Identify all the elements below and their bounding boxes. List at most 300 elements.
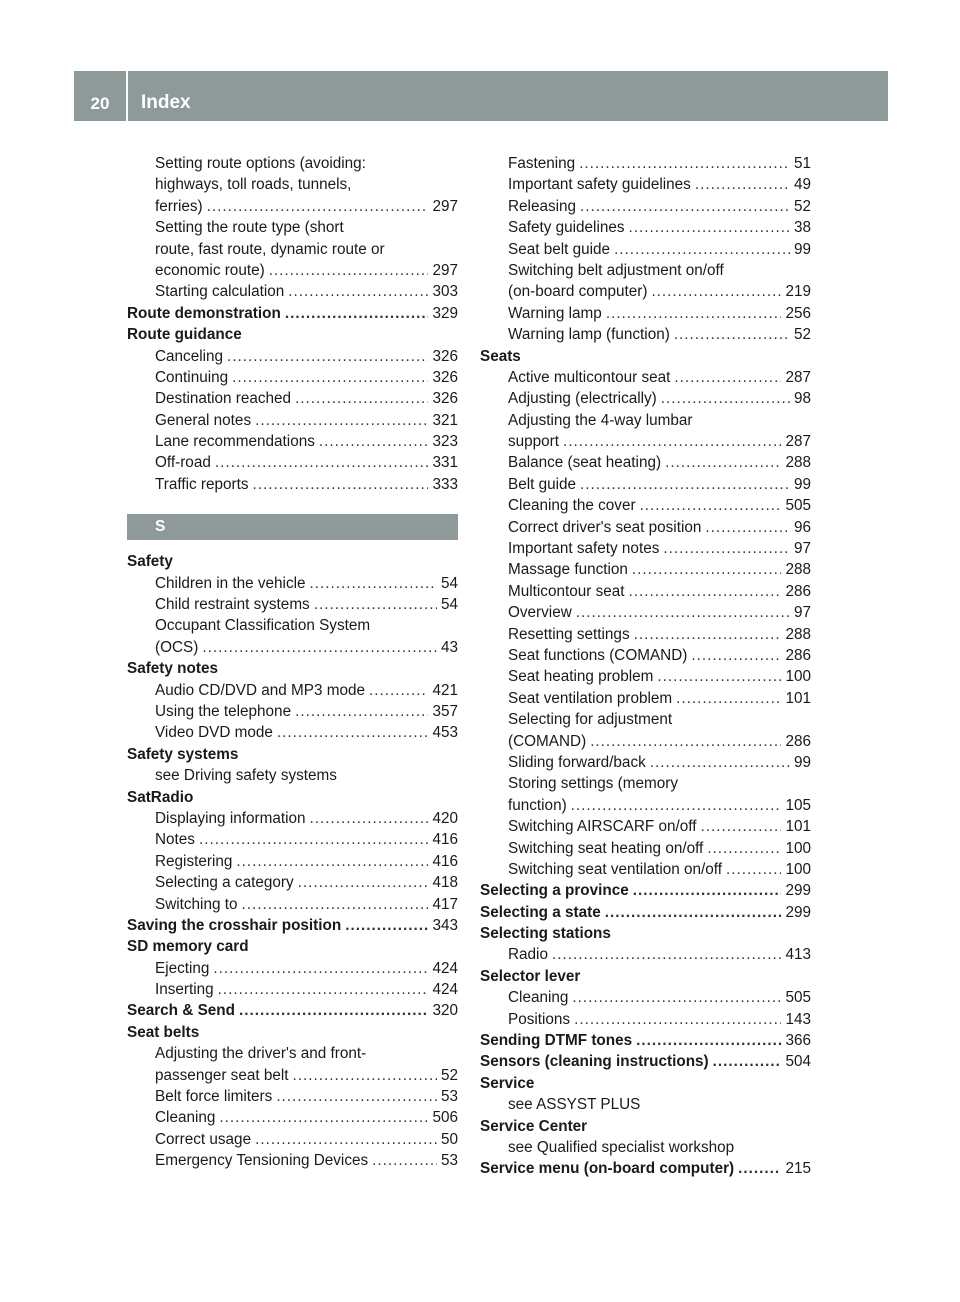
index-page-number: 49 bbox=[793, 176, 811, 194]
index-heading bbox=[480, 966, 811, 987]
index-page-number: 219 bbox=[785, 283, 811, 301]
index-entry-text: passenger seat belt bbox=[155, 1066, 289, 1084]
dot-leader bbox=[705, 517, 790, 538]
index-page-number: 53 bbox=[440, 1152, 458, 1170]
dot-leader bbox=[657, 666, 781, 687]
index-heading-text: SD memory card bbox=[127, 938, 249, 956]
index-page-number: 52 bbox=[793, 326, 811, 344]
dot-leader bbox=[288, 281, 428, 302]
index-entry-text: Seat ventilation problem bbox=[508, 689, 673, 707]
dot-leader bbox=[298, 872, 429, 893]
index-page-number: 505 bbox=[785, 989, 811, 1007]
index-entry-text: Seat functions (COMAND) bbox=[508, 646, 688, 664]
index-entry-text: Video DVD mode bbox=[155, 724, 273, 742]
dot-leader bbox=[213, 958, 428, 979]
page-number: 20 bbox=[90, 94, 110, 113]
index-entry bbox=[480, 559, 811, 580]
index-entry-text: Traffic reports bbox=[155, 475, 249, 493]
index-entry bbox=[480, 452, 811, 473]
index-page-number: 323 bbox=[432, 433, 458, 451]
dot-leader bbox=[665, 452, 781, 473]
index-entry bbox=[127, 701, 458, 722]
dot-leader bbox=[310, 573, 437, 594]
index-page-number: 215 bbox=[785, 1160, 811, 1178]
index-page-number: 97 bbox=[793, 540, 811, 558]
index-heading-text: Safety notes bbox=[127, 660, 218, 678]
index-entry bbox=[127, 894, 458, 915]
dot-leader bbox=[695, 174, 790, 195]
index-entry-text: Balance (seat heating) bbox=[508, 454, 662, 472]
index-entry-text: Safety guidelines bbox=[508, 219, 625, 237]
page-header bbox=[74, 71, 888, 121]
index-entry-text: Correct usage bbox=[155, 1130, 252, 1148]
dot-leader bbox=[202, 637, 437, 658]
dot-leader bbox=[219, 1107, 428, 1128]
dot-leader bbox=[629, 217, 790, 238]
index-entry-text: Belt force limiters bbox=[155, 1088, 273, 1106]
index-entry bbox=[480, 816, 811, 837]
index-entry bbox=[480, 388, 811, 409]
dot-leader bbox=[663, 538, 790, 559]
index-entry bbox=[127, 1000, 458, 1021]
index-entry bbox=[127, 196, 458, 217]
index-entry bbox=[480, 795, 811, 816]
index-entry bbox=[127, 680, 458, 701]
index-page-number: 303 bbox=[432, 283, 458, 301]
index-page-number: 98 bbox=[793, 390, 811, 408]
index-page-number: 38 bbox=[793, 219, 811, 237]
index-entry bbox=[127, 808, 458, 829]
index-page-number: 357 bbox=[432, 702, 458, 720]
index-entry-text: Correct driver's seat position bbox=[508, 518, 702, 536]
index-entry-text: Positions bbox=[508, 1010, 571, 1028]
dot-leader bbox=[628, 581, 781, 602]
index-entry bbox=[480, 367, 811, 388]
index-entry-text: Inserting bbox=[155, 981, 214, 999]
index-entry bbox=[127, 452, 458, 473]
index-entry bbox=[127, 346, 458, 367]
dot-leader bbox=[253, 474, 429, 495]
index-heading-text: Service bbox=[480, 1074, 535, 1092]
index-page-number: 99 bbox=[793, 475, 811, 493]
index-page-number: 333 bbox=[432, 475, 458, 493]
index-entry-text: Destination reached bbox=[155, 390, 292, 408]
index-page-number: 286 bbox=[785, 582, 811, 600]
index-heading bbox=[127, 787, 458, 808]
index-entry bbox=[480, 944, 811, 965]
index-page-number: 101 bbox=[785, 689, 811, 707]
dot-leader bbox=[369, 680, 428, 701]
index-heading bbox=[127, 658, 458, 679]
index-entry bbox=[480, 666, 811, 687]
dot-leader bbox=[632, 559, 782, 580]
index-entry-text: Lane recommendations bbox=[155, 433, 315, 451]
index-page-number: 297 bbox=[432, 261, 458, 279]
index-entry bbox=[127, 474, 458, 495]
index-page-number: 100 bbox=[785, 839, 811, 857]
dot-leader bbox=[691, 645, 781, 666]
index-entry-text: Setting route options (avoiding: bbox=[155, 155, 366, 172]
index-entry-text: Seat heating problem bbox=[508, 668, 654, 686]
index-entry-text: Off-road bbox=[155, 454, 211, 472]
index-page-number: 50 bbox=[440, 1130, 458, 1148]
dot-leader bbox=[227, 346, 428, 367]
index-entry-text: Search & Send bbox=[127, 1002, 235, 1020]
index-entry-text: support bbox=[508, 433, 560, 451]
index-page-number: 506 bbox=[432, 1109, 458, 1127]
index-page-number: 43 bbox=[440, 638, 458, 656]
index-entry-text: Starting calculation bbox=[155, 283, 285, 301]
index-entry-text-line bbox=[127, 1043, 458, 1064]
index-entry-text-line bbox=[127, 765, 458, 786]
index-entry bbox=[127, 915, 458, 936]
index-entry-text: (OCS) bbox=[155, 638, 199, 656]
dot-leader bbox=[285, 303, 429, 324]
index-page-number: 416 bbox=[432, 852, 458, 870]
index-heading-text: Selector lever bbox=[480, 967, 581, 985]
index-entry-text: (COMAND) bbox=[508, 732, 587, 750]
index-entry bbox=[127, 851, 458, 872]
dot-leader bbox=[199, 829, 429, 850]
dot-leader bbox=[295, 701, 428, 722]
index-page-number: 326 bbox=[432, 368, 458, 386]
index-entry-text: see Qualified specialist workshop bbox=[508, 1138, 735, 1156]
index-entry-text: Adjusting the driver's and front- bbox=[155, 1045, 367, 1063]
index-entry-text-line bbox=[480, 410, 811, 431]
dot-leader bbox=[293, 1065, 437, 1086]
index-entry bbox=[480, 581, 811, 602]
index-page-number: 331 bbox=[432, 454, 458, 472]
index-entry-text: Overview bbox=[508, 604, 572, 622]
dot-leader bbox=[215, 452, 429, 473]
index-entry bbox=[127, 722, 458, 743]
index-entry bbox=[127, 829, 458, 850]
index-entry bbox=[480, 153, 811, 174]
index-entry-text: see ASSYST PLUS bbox=[508, 1096, 641, 1114]
index-entry bbox=[127, 388, 458, 409]
section-letter-bar: S bbox=[127, 514, 458, 540]
index-page-number: 420 bbox=[432, 809, 458, 827]
index-entry-text: Seat belt guide bbox=[508, 240, 611, 258]
index-entry-text: Fastening bbox=[508, 155, 576, 172]
index-page-number: 52 bbox=[440, 1066, 458, 1084]
index-page-number: 413 bbox=[785, 946, 811, 964]
index-entry-text: Sending DTMF tones bbox=[480, 1032, 633, 1050]
index-entry bbox=[480, 538, 811, 559]
index-entry-text: Active multicontour seat bbox=[508, 368, 671, 386]
index-entry bbox=[127, 637, 458, 658]
index-entry-text-line bbox=[480, 773, 811, 794]
dot-leader bbox=[571, 795, 782, 816]
index-entry-text: Resetting settings bbox=[508, 625, 630, 643]
index-entry bbox=[480, 838, 811, 859]
index-page-number: 54 bbox=[440, 596, 458, 614]
index-entry bbox=[480, 602, 811, 623]
index-entry-text: Selecting a category bbox=[155, 874, 294, 892]
index-entry bbox=[127, 573, 458, 594]
dot-leader bbox=[232, 367, 428, 388]
index-page-number: 99 bbox=[793, 753, 811, 771]
index-page-number: 424 bbox=[432, 959, 458, 977]
index-entry-text: Releasing bbox=[508, 197, 577, 215]
index-heading bbox=[480, 346, 811, 367]
index-entry bbox=[480, 1009, 811, 1030]
index-page-number: 143 bbox=[785, 1010, 811, 1028]
index-entry bbox=[127, 281, 458, 302]
index-entry bbox=[127, 958, 458, 979]
index-entry bbox=[480, 752, 811, 773]
index-entry-text: Children in the vehicle bbox=[155, 574, 306, 592]
index-entry-text: Switching AIRSCARF on/off bbox=[508, 818, 697, 836]
index-page-number: 256 bbox=[785, 304, 811, 322]
index-heading-text: Route guidance bbox=[127, 326, 242, 344]
dot-leader bbox=[241, 894, 428, 915]
index-page-number: 287 bbox=[785, 368, 811, 386]
index-page-number: 417 bbox=[432, 895, 458, 913]
index-entry bbox=[127, 1107, 458, 1128]
index-page-number: 54 bbox=[440, 574, 458, 592]
index-entry bbox=[480, 217, 811, 238]
index-entry-text-line bbox=[127, 615, 458, 636]
index-heading-text: Safety bbox=[127, 553, 173, 571]
index-entry-text: function) bbox=[508, 796, 567, 814]
index-heading bbox=[127, 936, 458, 957]
index-page-number: 505 bbox=[785, 497, 811, 515]
dot-leader bbox=[590, 731, 781, 752]
index-page-number: 52 bbox=[793, 197, 811, 215]
dot-leader bbox=[207, 196, 429, 217]
index-entry-text: Warning lamp bbox=[508, 304, 602, 322]
index-page-number: 424 bbox=[432, 981, 458, 999]
index-page-number: 51 bbox=[793, 155, 811, 172]
index-entry-text: Occupant Classification System bbox=[155, 617, 371, 635]
index-heading-text: Seats bbox=[480, 347, 521, 365]
dot-leader bbox=[640, 495, 782, 516]
index-entry bbox=[127, 260, 458, 281]
index-entry bbox=[127, 1086, 458, 1107]
index-entry-text: Setting the route type (short bbox=[155, 219, 344, 237]
index-heading-text: Selecting stations bbox=[480, 925, 611, 943]
index-page-number: 286 bbox=[785, 732, 811, 750]
index-entry bbox=[480, 495, 811, 516]
dot-leader bbox=[674, 324, 790, 345]
index-entry bbox=[127, 979, 458, 1000]
index-entry-text: Displaying information bbox=[155, 809, 306, 827]
dot-leader bbox=[269, 260, 429, 281]
index-entry-text: Adjusting the 4-way lumbar bbox=[508, 411, 693, 429]
index-entry bbox=[480, 1030, 811, 1051]
index-entry-text: Important safety notes bbox=[508, 540, 660, 558]
index-entry bbox=[480, 474, 811, 495]
index-page-number: 320 bbox=[432, 1002, 458, 1020]
index-entry bbox=[480, 645, 811, 666]
index-entry-text: Continuing bbox=[155, 368, 229, 386]
index-page-number: 453 bbox=[432, 724, 458, 742]
index-entry-text: Adjusting (electrically) bbox=[508, 390, 657, 408]
dot-leader bbox=[634, 624, 782, 645]
index-column-right bbox=[480, 153, 811, 1180]
index-entry bbox=[480, 239, 811, 260]
index-entry-text: Registering bbox=[155, 852, 233, 870]
index-page-number: 96 bbox=[793, 518, 811, 536]
index-entry-text: Switching seat heating on/off bbox=[508, 839, 704, 857]
index-heading bbox=[127, 324, 458, 345]
index-entry bbox=[127, 1129, 458, 1150]
index-entry-text: ferries) bbox=[155, 197, 203, 215]
index-page-number: 99 bbox=[793, 240, 811, 258]
dot-leader bbox=[345, 915, 428, 936]
index-entry-text: Emergency Tensioning Devices bbox=[155, 1152, 369, 1170]
dot-leader bbox=[633, 880, 782, 901]
index-page-number: 297 bbox=[432, 197, 458, 215]
dot-leader bbox=[563, 431, 781, 452]
index-entry-text: Belt guide bbox=[508, 475, 577, 493]
index-page-number: 100 bbox=[785, 668, 811, 686]
index-entry-text-line bbox=[127, 217, 458, 238]
index-entry-text-line bbox=[480, 260, 811, 281]
index-entry-text: Canceling bbox=[155, 347, 224, 365]
index-page-number: 97 bbox=[793, 604, 811, 622]
index-page-number: 299 bbox=[785, 882, 811, 900]
index-page-number: 287 bbox=[785, 433, 811, 451]
index-entry-text-line bbox=[127, 174, 458, 195]
index-entry bbox=[480, 431, 811, 452]
dot-leader bbox=[738, 1158, 781, 1179]
dot-leader bbox=[295, 388, 428, 409]
index-entry bbox=[480, 174, 811, 195]
index-entry bbox=[480, 624, 811, 645]
index-heading-text: Service Center bbox=[480, 1117, 588, 1135]
index-entry-text: Cleaning the cover bbox=[508, 497, 636, 515]
index-entry-text: Selecting for adjustment bbox=[508, 711, 673, 729]
dot-leader bbox=[236, 851, 428, 872]
index-entry bbox=[480, 731, 811, 752]
index-heading-text: Safety systems bbox=[127, 745, 239, 763]
index-heading-text: Seat belts bbox=[127, 1023, 200, 1041]
index-column-left bbox=[127, 153, 458, 1172]
index-entry bbox=[480, 517, 811, 538]
index-entry-text: Route demonstration bbox=[127, 304, 281, 322]
index-page-number: 288 bbox=[785, 625, 811, 643]
index-page-number: 299 bbox=[785, 903, 811, 921]
dot-leader bbox=[579, 153, 790, 174]
index-page-number: 326 bbox=[432, 390, 458, 408]
dot-leader bbox=[255, 1129, 437, 1150]
index-entry-text: Notes bbox=[155, 831, 195, 849]
dot-leader bbox=[700, 816, 781, 837]
index-page-number: 504 bbox=[785, 1053, 811, 1071]
dot-leader bbox=[676, 688, 781, 709]
index-page-number: 326 bbox=[432, 347, 458, 365]
dot-leader bbox=[239, 1000, 429, 1021]
index-entry-text: Using the telephone bbox=[155, 702, 292, 720]
dot-leader bbox=[276, 1086, 437, 1107]
dot-leader bbox=[310, 808, 429, 829]
dot-leader bbox=[651, 281, 781, 302]
index-entry-text: Selecting a state bbox=[480, 903, 601, 921]
index-entry-text: Warning lamp (function) bbox=[508, 326, 670, 344]
dot-leader bbox=[255, 410, 428, 431]
index-page-number: 366 bbox=[785, 1032, 811, 1050]
index-page-number: 105 bbox=[785, 796, 811, 814]
index-entry-text: Massage function bbox=[508, 561, 628, 579]
index-entry bbox=[480, 196, 811, 217]
index-entry-text: Selecting a province bbox=[480, 882, 629, 900]
dot-leader bbox=[713, 1051, 782, 1072]
dot-leader bbox=[606, 303, 782, 324]
index-entry bbox=[127, 367, 458, 388]
index-entry-text: Cleaning bbox=[508, 989, 569, 1007]
index-entry bbox=[127, 1150, 458, 1171]
dot-leader bbox=[319, 431, 429, 452]
index-entry-text: Switching to bbox=[155, 895, 238, 913]
index-entry-text: highways, toll roads, tunnels, bbox=[155, 176, 352, 194]
index-page-number: 101 bbox=[785, 818, 811, 836]
index-entry-text: Service menu (on-board computer) bbox=[480, 1160, 735, 1178]
header-divider bbox=[126, 71, 128, 121]
index-page-number: 100 bbox=[785, 860, 811, 878]
dot-leader bbox=[636, 1030, 781, 1051]
index-entry bbox=[480, 303, 811, 324]
index-entry bbox=[480, 1158, 811, 1179]
index-entry-text: (on-board computer) bbox=[508, 283, 648, 301]
index-page-number: 288 bbox=[785, 454, 811, 472]
index-page-number: 53 bbox=[440, 1088, 458, 1106]
index-entry bbox=[127, 1065, 458, 1086]
index-heading bbox=[127, 744, 458, 765]
dot-leader bbox=[650, 752, 790, 773]
index-entry bbox=[480, 1051, 811, 1072]
index-entry bbox=[127, 872, 458, 893]
index-page-number: 343 bbox=[432, 916, 458, 934]
dot-leader bbox=[552, 944, 782, 965]
index-entry bbox=[480, 688, 811, 709]
dot-leader bbox=[580, 196, 790, 217]
index-entry-text: economic route) bbox=[155, 261, 265, 279]
index-entry-text-line bbox=[127, 239, 458, 260]
index-entry-text-line bbox=[480, 1137, 811, 1158]
dot-leader bbox=[574, 1009, 781, 1030]
index-entry-text: Sliding forward/back bbox=[508, 753, 646, 771]
index-entry-text: route, fast route, dynamic route or bbox=[155, 240, 385, 258]
index-entry bbox=[127, 594, 458, 615]
dot-leader bbox=[674, 367, 781, 388]
index-entry-text: Storing settings (memory bbox=[508, 775, 679, 793]
index-entry-text-line bbox=[480, 1094, 811, 1115]
index-heading-text: SatRadio bbox=[127, 788, 194, 806]
dot-leader bbox=[314, 594, 437, 615]
dot-leader bbox=[661, 388, 790, 409]
index-entry-text: see Driving safety systems bbox=[155, 767, 337, 785]
index-entry-text: Important safety guidelines bbox=[508, 176, 691, 194]
dot-leader bbox=[218, 979, 429, 1000]
index-entry bbox=[480, 281, 811, 302]
index-entry-text: Multicontour seat bbox=[508, 582, 625, 600]
index-entry bbox=[480, 902, 811, 923]
dot-leader bbox=[614, 239, 790, 260]
index-entry-text: Ejecting bbox=[155, 959, 210, 977]
index-entry bbox=[480, 880, 811, 901]
dot-leader bbox=[572, 987, 781, 1008]
index-page-number: 329 bbox=[432, 304, 458, 322]
index-entry-text: Child restraint systems bbox=[155, 596, 310, 614]
index-heading bbox=[480, 1116, 811, 1137]
dot-leader bbox=[707, 838, 781, 859]
index-entry bbox=[127, 431, 458, 452]
index-entry bbox=[480, 859, 811, 880]
index-entry-text: Sensors (cleaning instructions) bbox=[480, 1053, 709, 1071]
index-heading bbox=[127, 551, 458, 572]
